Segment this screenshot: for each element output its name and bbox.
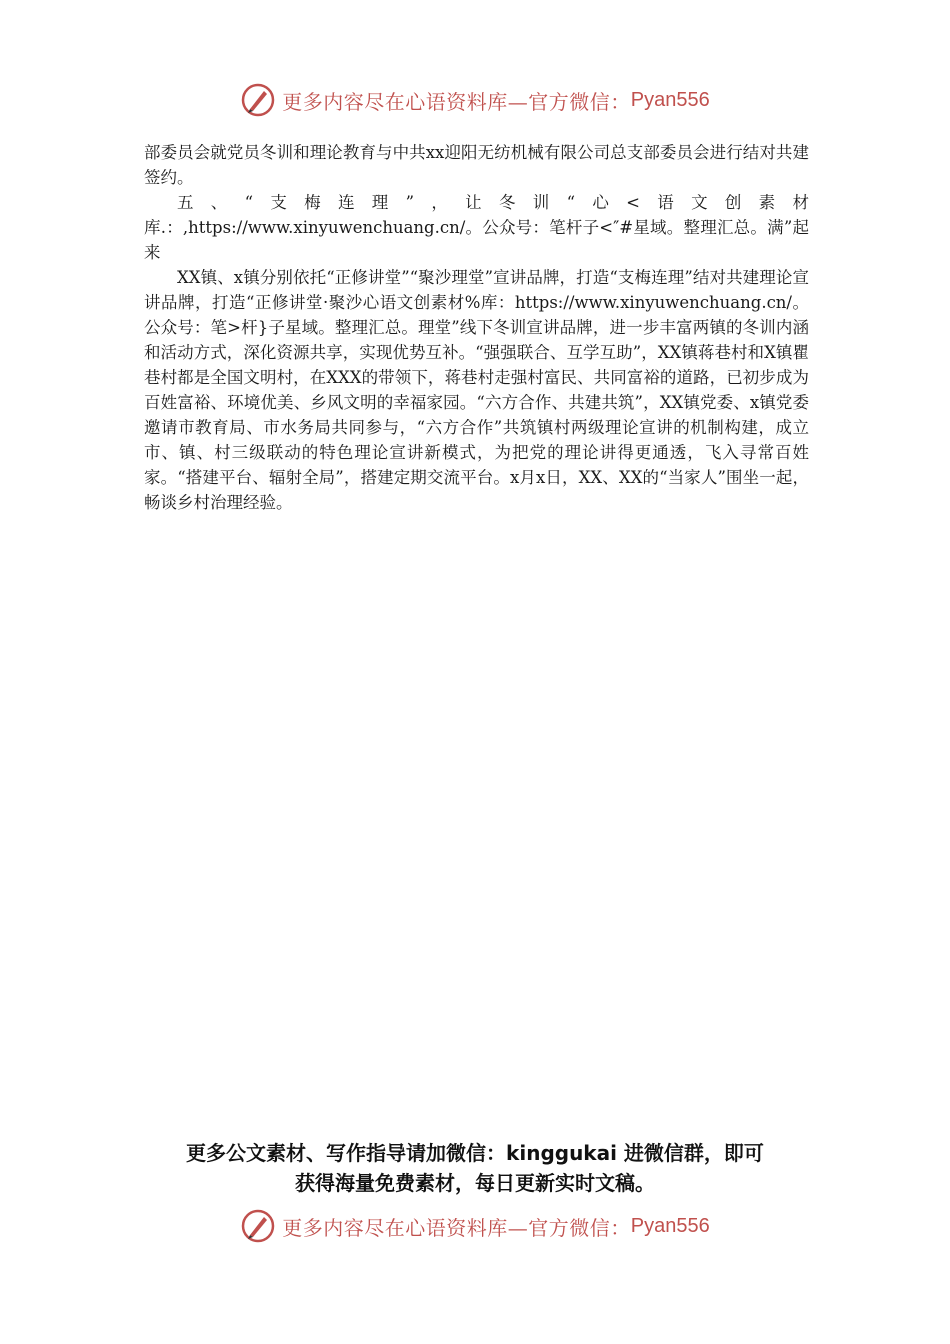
quill-pen-logo-icon (240, 82, 276, 118)
cta-line: 获得海量免费素材，每日更新实时文稿。 (295, 1171, 655, 1195)
paragraph: 部委员会就党员冬训和理论教育与中共xx迎阳无纺机械有限公司总支部委员会进行结对共建签约。 (144, 143, 809, 187)
cta-line: 更多公文素材、写作指导请加微信：kinggukai 进微信群，即可 (186, 1141, 764, 1165)
header-banner (0, 82, 950, 118)
wechat-id: Pyan556 (630, 88, 710, 111)
paragraph: XX镇、x镇分别依托“正修讲堂”“聚沙理堂”宣讲品牌，打造“支梅连理”结对共建理论宣讲品牌，打造“正修讲堂·聚沙心语文创素材%库：https://www.xinyuwenchuang.cn/。公众号：笔>杆}子星域。整理汇总。理堂”线下冬训宣讲品牌，进一步丰富两镇的冬训内涵和活动方式，深化资源共享，实现优势互补。“强强联合、互学互助”，XX镇蒋巷村和X镇瞿巷村都是全国文明村，在XXX的带领下，蒋巷村走强村富民、共同富裕的道路，已初步成为百姓富裕、环境优美、乡风文明的幸福家园。“六方合作、共建共筑”，XX镇党委、x镇党委邀请市教育局、市水务局共同参与，“六方合作”共筑镇村两级理论宣讲的机制构建，成立市、镇、村三级联动的特色理论宣讲新模式，为把党的理论讲得更通透，飞入寻常百姓家。“搭建平台、辐射全局”，搭建定期交流平台。x月x日，XX、XX的“当家人”围坐一起，畅谈乡村治理经验。 (144, 268, 809, 512)
footer-banner (0, 1208, 950, 1244)
banner-text: 更多内容尽在心语资料库—官方微信： (282, 1215, 631, 1240)
quill-pen-logo-icon (240, 1208, 276, 1244)
section-heading: 五、“支梅连理”，让冬训“心<语文创素材库.：,https://www.xinyuwenchuang.cn/。公众号：笔杆子<″#星域。整理汇总。满”起来 (144, 193, 809, 262)
footer-call-to-action (0, 1138, 950, 1198)
banner-text: 更多内容尽在心语资料库—官方微信： (282, 89, 631, 114)
wechat-id: Pyan556 (630, 1214, 710, 1237)
document-body (144, 140, 809, 515)
